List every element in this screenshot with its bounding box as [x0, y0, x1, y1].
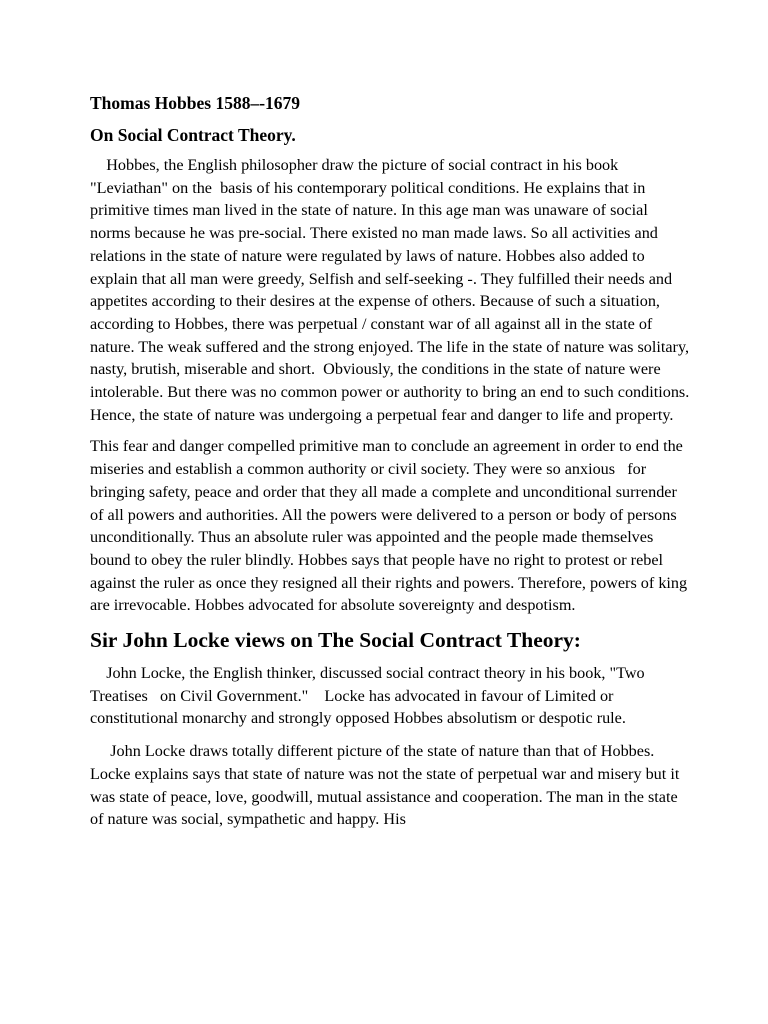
locke-paragraph-2: John Locke draws totally different picture of the state of nature than that of Hobbes. Locke explains says that state of nature was not the state of perpetual war and misery but it was state of peace, love, goodwill, mutual assistance and cooperation. The man in the state of nature was social, sympathetic and happy. His: [90, 742, 684, 829]
topic-heading: On Social Contract Theory.: [90, 125, 296, 145]
locke-section-title: Sir John Locke views on The Social Contract Theory:: [90, 628, 581, 653]
hobbes-paragraph-2: This fear and danger compelled primitive man to conclude an agreement in order to end the miseries and establish a common authority or civil society. They were so anxious for bringing safety, peace and order that they all made a complete and unconditional surrender of all powers and authorities. All the powers were delivered to a person or body of persons unconditionally. Thus an absolute ruler was appointed and the people made themselves bound to obey the ruler blindly. Hobbes says that people have no right to protest or rebel against the ruler as once they resigned all their rights and powers. Therefore, powers of king are irrevocable. Hobbes advocated for absolute sovereignty and despotism.: [90, 437, 692, 615]
author-heading: Thomas Hobbes 1588–-1679: [90, 93, 301, 113]
locke-paragraph-1: John Locke, the English thinker, discussed social contract theory in his book, "Two Treatises on Civil Government." Locke has advocated in favour of Limited or constitutional monarchy and strongly opposed Hobbes absolutism or despotic rule.: [90, 664, 649, 728]
hobbes-paragraph-1: Hobbes, the English philosopher draw the picture of social contract in his book "Leviathan" on the basis of his contemporary political conditions. He explains that in primitive times man lived in the state of nature. In this age man was unaware of social norms because he was pre-social. There existed no man made laws. So all activities and relations in the state of nature were regulated by laws of nature. Hobbes also added to explain that all man were greedy, Selfish and self-seeking -. They fulfilled their needs and appetites according to their desires at the expense of others. Because of such a situation, according to Hobbes, there was perpetual / constant war of all against all in the state of nature. The weak suffered and the strong enjoyed. The life in the state of nature was solitary, nasty, brutish, miserable and short. Obviously, the conditions in the state of nature were intolerable. But there was no common power or authority to bring an end to such conditions. Hence, the state of nature was undergoing a perpetual fear and danger to life and property.: [90, 156, 694, 424]
document-content: [90, 92, 694, 831]
